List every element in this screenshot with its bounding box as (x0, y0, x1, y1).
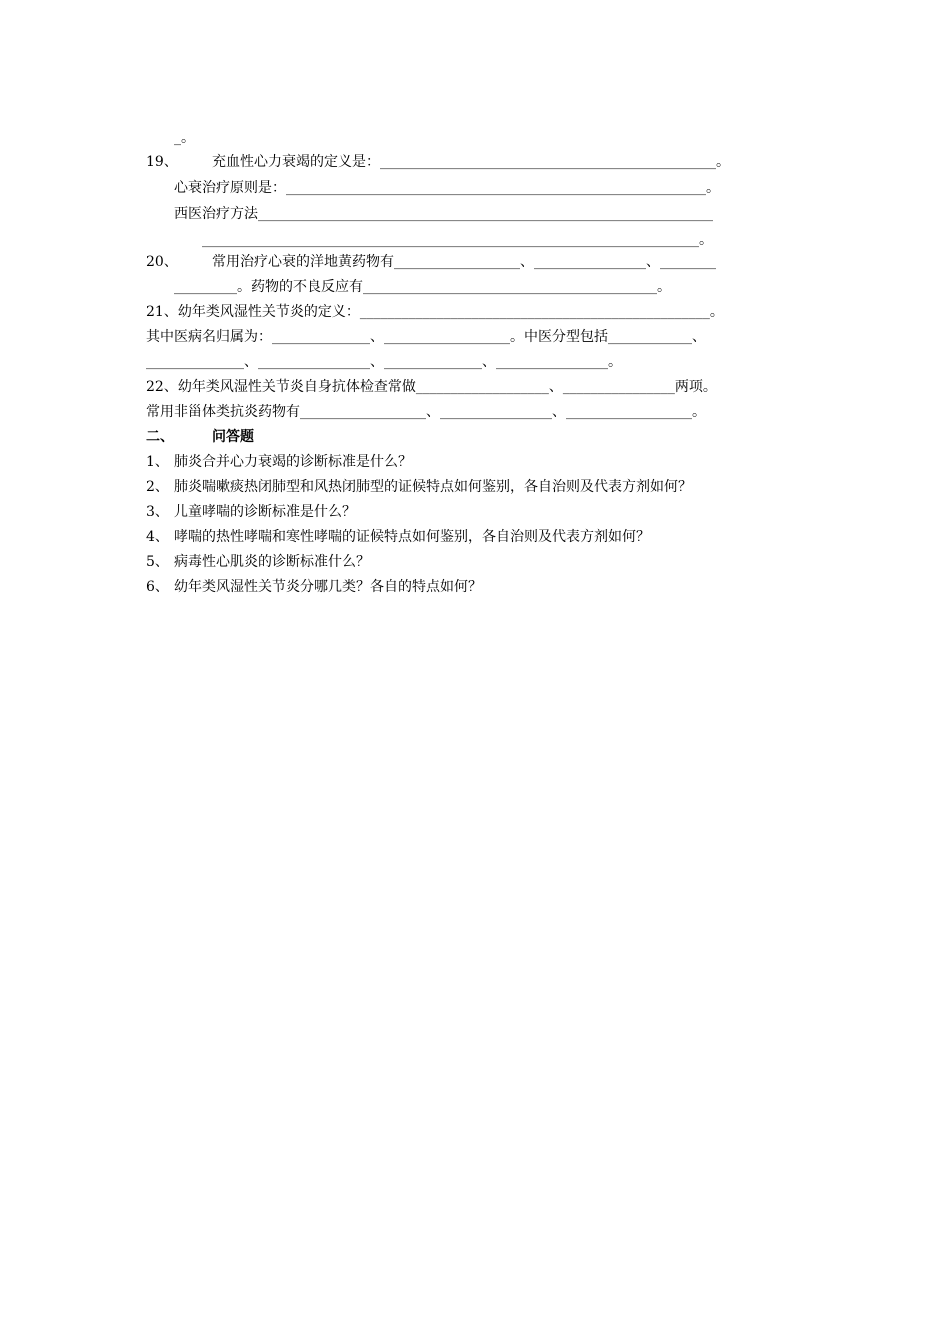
q19-western-method-cont: _______________________________________________________________________。 (202, 232, 713, 248)
q18-continuation: _。 (174, 130, 195, 146)
question-text: 病毒性心肌炎的诊断标准什么？ (174, 554, 370, 570)
section2-title: 问答题 (212, 429, 254, 445)
q20-drugs: 常用治疗心衰的洋地黄药物有__________________、________________、________ (212, 254, 716, 270)
q19-number: 19、 (146, 154, 178, 170)
q20-adverse: _________。药物的不良反应有__________________________________________。 (174, 279, 671, 295)
q21-tcm-types: ______________、________________、______________、________________。 (146, 354, 622, 370)
q19-definition: 充血性心力衰竭的定义是：________________________________________________。 (212, 154, 730, 170)
question-number: 1、 (146, 454, 169, 470)
question-number: 4、 (146, 529, 169, 545)
q22-antibody: 22、幼年类风湿性关节炎自身抗体检查常做___________________、________________两项。 (146, 379, 717, 395)
q21-tcm-name: 其中医病名归属为：______________、__________________。中医分型包括____________、 (146, 329, 706, 345)
question-text: 肺炎喘嗽痰热闭肺型和风热闭肺型的证候特点如何鉴别，各自治则及代表方剂如何？ (174, 479, 692, 495)
question-text: 肺炎合并心力衰竭的诊断标准是什么？ (174, 454, 412, 470)
question-number: 3、 (146, 504, 169, 520)
q19-western-method: 西医治疗方法_________________________________________________________________ (174, 206, 713, 222)
question-number: 2、 (146, 479, 169, 495)
question-text: 儿童哮喘的诊断标准是什么？ (174, 504, 356, 520)
section2-number: 二、 (146, 429, 174, 445)
q22-nsaids: 常用非甾体类抗炎药物有__________________、________________、__________________。 (146, 404, 706, 420)
q21-definition: 21、幼年类风湿性关节炎的定义：__________________________________________________。 (146, 304, 724, 320)
q19-principle: 心衰治疗原则是：____________________________________________________________。 (174, 180, 720, 196)
question-number: 6、 (146, 579, 169, 595)
q20-number: 20、 (146, 254, 178, 270)
question-text: 哮喘的热性哮喘和寒性哮喘的证候特点如何鉴别，各自治则及代表方剂如何？ (174, 529, 650, 545)
question-number: 5、 (146, 554, 169, 570)
question-text: 幼年类风湿性关节炎分哪几类？各自的特点如何？ (174, 579, 482, 595)
